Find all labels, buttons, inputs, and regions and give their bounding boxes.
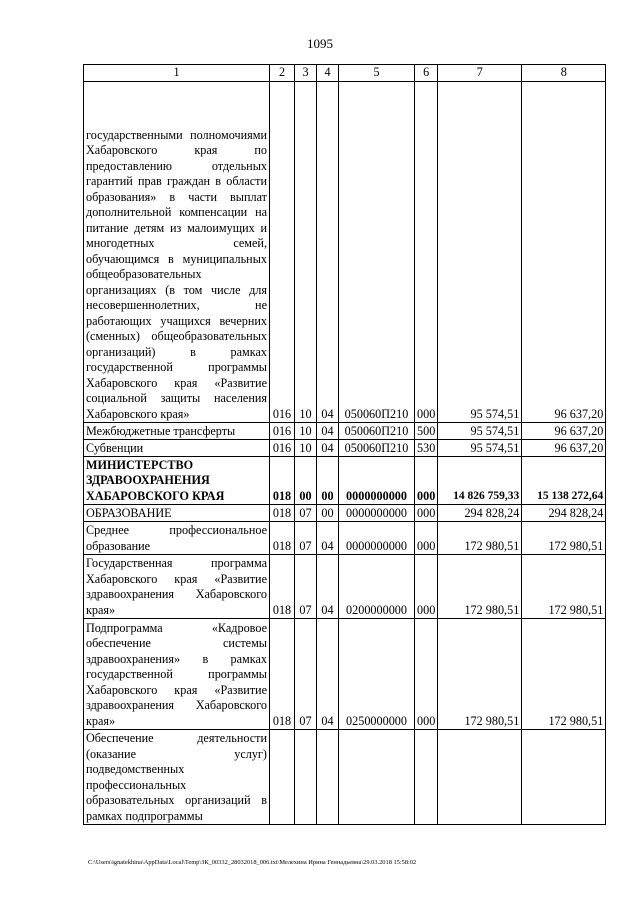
cell-section	[295, 730, 317, 825]
cell-amount-year1: 14 826 759,33	[438, 457, 522, 505]
cell-section: 10	[295, 82, 317, 423]
row-name: Среднее профессиональное образование	[84, 522, 270, 555]
cell-subsection: 04	[317, 555, 339, 619]
row-name: Государственная программа Хабаровского края «Развитие здравоохранения Хабаровского края»	[84, 555, 270, 619]
cell-ministry-code	[270, 730, 295, 825]
cell-amount-year2: 172 980,51	[522, 522, 606, 555]
cell-amount-year2	[522, 730, 606, 825]
cell-amount-year1: 95 574,51	[438, 440, 522, 457]
table-header-row	[84, 65, 606, 82]
cell-subsection: 04	[317, 522, 339, 555]
cell-amount-year1: 95 574,51	[438, 82, 522, 423]
row-name: Межбюджетные трансферты	[84, 423, 270, 440]
cell-section: 10	[295, 440, 317, 457]
cell-expense-type: 500	[415, 423, 438, 440]
cell-expense-type: 000	[415, 82, 438, 423]
cell-ministry-code: 018	[270, 522, 295, 555]
cell-subsection: 04	[317, 423, 339, 440]
column-header: 6	[415, 65, 438, 82]
cell-expense-type: 000	[415, 522, 438, 555]
cell-target-article: 0000000000	[339, 505, 415, 522]
cell-amount-year1: 294 828,24	[438, 505, 522, 522]
cell-amount-year2: 96 637,20	[522, 423, 606, 440]
cell-ministry-code: 018	[270, 505, 295, 522]
cell-amount-year1: 172 980,51	[438, 619, 522, 730]
cell-expense-type: 530	[415, 440, 438, 457]
cell-amount-year2: 172 980,51	[522, 555, 606, 619]
column-header: 3	[295, 65, 317, 82]
cell-amount-year2: 96 637,20	[522, 82, 606, 423]
row-name: Субвенции	[84, 440, 270, 457]
cell-section: 07	[295, 619, 317, 730]
footer-file-path: C:\Users\ignatekhina\AppData\Local\Temp\ЗК_00332_28032018_006.txt\Мелехина Ирина Геннадьевна\29.03.2018 15:58:02	[88, 859, 417, 866]
cell-amount-year2: 172 980,51	[522, 619, 606, 730]
cell-target-article: 050060П210	[339, 440, 415, 457]
cell-expense-type: 000	[415, 555, 438, 619]
row-name: государственными полномочиями Хабаровского края по предоставлению отдельных гарантий прав граждан в области образования» в части выплат дополнительной компенсации на питание детям из малоимущих и многодетных семей, обучающимся в муниципальных общеобразовательных организациях (в том числе для несовершеннолетних, не работающих учащихся вечерних (сменных) общеобразовательных организаций) в рамках государственной программы Хабаровского края «Развитие социальной защиты населения Хабаровского края»	[84, 82, 270, 423]
table-row	[84, 505, 606, 522]
cell-section: 07	[295, 522, 317, 555]
cell-target-article: 050060П210	[339, 423, 415, 440]
cell-ministry-code: 016	[270, 423, 295, 440]
cell-target-article	[339, 730, 415, 825]
cell-subsection: 04	[317, 82, 339, 423]
cell-amount-year1	[438, 730, 522, 825]
cell-section: 00	[295, 457, 317, 505]
cell-ministry-code: 018	[270, 619, 295, 730]
column-header: 8	[522, 65, 606, 82]
cell-target-article: 0000000000	[339, 457, 415, 505]
cell-target-article: 050060П210	[339, 82, 415, 423]
page-number: 1095	[307, 36, 333, 51]
cell-expense-type: 000	[415, 505, 438, 522]
column-header: 4	[317, 65, 339, 82]
cell-section: 07	[295, 555, 317, 619]
cell-amount-year2: 294 828,24	[522, 505, 606, 522]
table-row	[84, 423, 606, 440]
cell-target-article: 0000000000	[339, 522, 415, 555]
cell-subsection: 00	[317, 457, 339, 505]
row-name: ОБРАЗОВАНИЕ	[84, 505, 270, 522]
table-row	[84, 555, 606, 619]
cell-subsection: 00	[317, 505, 339, 522]
cell-target-article: 0250000000	[339, 619, 415, 730]
cell-ministry-code: 018	[270, 555, 295, 619]
cell-amount-year1: 95 574,51	[438, 423, 522, 440]
cell-subsection: 04	[317, 440, 339, 457]
cell-ministry-code: 016	[270, 82, 295, 423]
table-row-ministry	[84, 457, 606, 505]
column-header: 5	[339, 65, 415, 82]
cell-expense-type: 000	[415, 457, 438, 505]
cell-expense-type: 000	[415, 619, 438, 730]
row-name: МИНИСТЕРСТВО ЗДРАВООХРАНЕНИЯ ХАБАРОВСКОГО КРАЯ	[84, 457, 270, 505]
table-row	[84, 440, 606, 457]
cell-section: 07	[295, 505, 317, 522]
cell-amount-year1: 172 980,51	[438, 555, 522, 619]
column-header: 2	[270, 65, 295, 82]
cell-target-article: 0200000000	[339, 555, 415, 619]
budget-table	[83, 64, 606, 825]
row-name: Подпрограмма «Кадровое обеспечение системы здравоохранения» в рамках государственной программы Хабаровского края «Развитие здравоохранения Хабаровского края»	[84, 619, 270, 730]
cell-expense-type	[415, 730, 438, 825]
table-row	[84, 82, 606, 423]
cell-ministry-code: 016	[270, 440, 295, 457]
column-header: 1	[84, 65, 270, 82]
cell-amount-year1: 172 980,51	[438, 522, 522, 555]
cell-subsection: 04	[317, 619, 339, 730]
row-name: Обеспечение деятельности (оказание услуг) подведомственных профессиональных образовательных организаций в рамках подпрограммы	[84, 730, 270, 825]
table-row	[84, 522, 606, 555]
cell-ministry-code: 018	[270, 457, 295, 505]
column-header: 7	[438, 65, 522, 82]
cell-amount-year2: 15 138 272,64	[522, 457, 606, 505]
cell-section: 10	[295, 423, 317, 440]
cell-subsection	[317, 730, 339, 825]
table-row	[84, 730, 606, 825]
cell-amount-year2: 96 637,20	[522, 440, 606, 457]
table-row	[84, 619, 606, 730]
